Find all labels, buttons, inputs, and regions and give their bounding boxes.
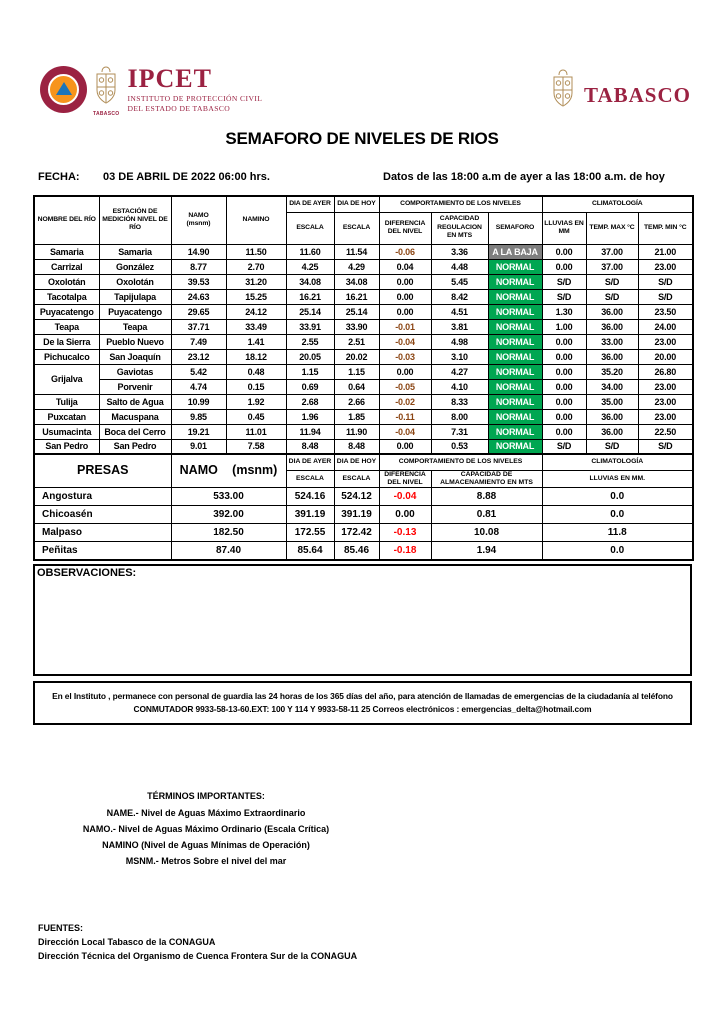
diferencia-cell: 0.00 (379, 274, 431, 289)
presas-col-header-dia-ayer: DIA DE AYER (286, 454, 334, 470)
river-name-cell: Samaria (34, 244, 99, 259)
temp-max-cell: 36.00 (586, 304, 638, 319)
terms-item-name: NAME.- Nivel de Aguas Máximo Extraordinario (106, 808, 306, 818)
lluvias-cell: 1.30 (542, 304, 586, 319)
capacidad-cell: 8.33 (431, 394, 488, 409)
temp-min-cell: 23.00 (638, 409, 693, 424)
semaforo-status-badge: NORMAL (488, 424, 542, 439)
river-name-cell: San Pedro (34, 439, 99, 454)
presa-escala-ayer-cell: 85.64 (286, 542, 334, 560)
presa-escala-hoy-cell: 172.42 (334, 524, 379, 542)
river-row (34, 364, 693, 379)
capacidad-cell: 3.81 (431, 319, 488, 334)
station-cell: Oxolotán (99, 274, 171, 289)
temp-min-cell: S/D (638, 289, 693, 304)
presa-escala-ayer-cell: 391.19 (286, 506, 334, 524)
station-cell: Puyacatengo (99, 304, 171, 319)
namino-cell: 15.25 (226, 289, 286, 304)
namo-cell: 19.21 (171, 424, 226, 439)
tabasco-crest-icon (550, 68, 576, 114)
presa-escala-hoy-cell: 391.19 (334, 506, 379, 524)
river-row (34, 274, 693, 289)
presa-namo-cell: 533.00 (171, 488, 286, 506)
temp-max-cell: 35.00 (586, 394, 638, 409)
escala-ayer-cell: 33.91 (286, 319, 334, 334)
semaforo-status-badge: NORMAL (488, 319, 542, 334)
escala-hoy-cell: 0.64 (334, 379, 379, 394)
presa-escala-ayer-cell: 524.16 (286, 488, 334, 506)
presa-escala-hoy-cell: 85.46 (334, 542, 379, 560)
station-cell: Pueblo Nuevo (99, 334, 171, 349)
escala-ayer-cell: 2.55 (286, 334, 334, 349)
presas-col-header-capacidad: CAPACIDAD DE ALMACENAMIENTO EN MTS (431, 470, 542, 488)
escala-hoy-cell: 25.14 (334, 304, 379, 319)
diferencia-cell: -0.05 (379, 379, 431, 394)
lluvias-cell: 0.00 (542, 349, 586, 364)
capacidad-cell: 3.36 (431, 244, 488, 259)
river-name-cell: Tulija (34, 394, 99, 409)
escala-hoy-cell: 4.29 (334, 259, 379, 274)
ipcet-crest-label: TABASCO (93, 111, 120, 117)
escala-hoy-cell: 2.66 (334, 394, 379, 409)
presas-col-header-escala-hoy: ESCALA (334, 470, 379, 488)
diferencia-cell: 0.00 (379, 304, 431, 319)
temp-max-cell: 36.00 (586, 424, 638, 439)
temp-max-cell: 36.00 (586, 319, 638, 334)
capacidad-cell: 4.98 (431, 334, 488, 349)
station-cell: Macuspana (99, 409, 171, 424)
station-cell: Samaria (99, 244, 171, 259)
capacidad-cell: 4.51 (431, 304, 488, 319)
escala-ayer-cell: 1.96 (286, 409, 334, 424)
diferencia-cell: -0.02 (379, 394, 431, 409)
col-header-escala-hoy: ESCALA (334, 212, 379, 244)
lluvias-cell: 0.00 (542, 394, 586, 409)
ipcet-crest (93, 66, 119, 117)
diferencia-cell: -0.11 (379, 409, 431, 424)
seal-inner-circle-icon (48, 74, 79, 105)
river-name-cell: Puxcatan (34, 409, 99, 424)
presas-col-header-climatologia: CLIMATOLOGÍA (542, 454, 693, 470)
diferencia-cell: 0.00 (379, 364, 431, 379)
namo-cell: 9.85 (171, 409, 226, 424)
river-row (34, 334, 693, 349)
river-name-cell: Carrizal (34, 259, 99, 274)
river-row (34, 409, 693, 424)
presa-name-cell: Chicoasén (34, 506, 171, 524)
station-cell: Teapa (99, 319, 171, 334)
col-header-capacidad: CAPACIDAD REGULACION EN MTS (431, 212, 488, 244)
header-left-logos (40, 66, 262, 117)
lluvias-cell: 0.00 (542, 259, 586, 274)
sources-label: FUENTES: (38, 923, 83, 933)
presas-col-header-diferencia: DIFERENCIA DEL NIVEL (379, 470, 431, 488)
escala-hoy-cell: 33.90 (334, 319, 379, 334)
river-row (34, 379, 693, 394)
temp-max-cell: 37.00 (586, 259, 638, 274)
river-row (34, 304, 693, 319)
col-header-nombre-rio: NOMBRE DEL RÍO (34, 196, 99, 244)
river-row (34, 259, 693, 274)
temp-min-cell: 23.50 (638, 304, 693, 319)
escala-hoy-cell: 11.54 (334, 244, 379, 259)
temp-min-cell: 24.00 (638, 319, 693, 334)
ipcet-subtitle-line1: INSTITUTO DE PROTECCIÓN CIVIL (127, 94, 263, 103)
semaforo-status-badge: NORMAL (488, 274, 542, 289)
semaforo-status-badge: NORMAL (488, 439, 542, 454)
namino-cell: 33.49 (226, 319, 286, 334)
semaforo-status-badge: NORMAL (488, 409, 542, 424)
lluvias-cell: S/D (542, 289, 586, 304)
presa-name-cell: Angostura (34, 488, 171, 506)
terms-title: TÉRMINOS IMPORTANTES: (147, 791, 265, 801)
namo-cell: 9.01 (171, 439, 226, 454)
temp-min-cell: 23.00 (638, 259, 693, 274)
river-name-cell: Usumacinta (34, 424, 99, 439)
presas-col-header-comportamiento: COMPORTAMIENTO DE LOS NIVELES (379, 454, 542, 470)
proteccion-civil-seal-icon (40, 66, 87, 113)
temp-min-cell: 22.50 (638, 424, 693, 439)
col-header-dia-hoy: DIA DE HOY (334, 196, 379, 212)
escala-ayer-cell: 34.08 (286, 274, 334, 289)
diferencia-cell: -0.01 (379, 319, 431, 334)
header-right-logo (550, 68, 691, 114)
presa-escala-ayer-cell: 172.55 (286, 524, 334, 542)
semaforo-status-badge: NORMAL (488, 259, 542, 274)
temp-max-cell: S/D (586, 274, 638, 289)
station-cell: Salto de Agua (99, 394, 171, 409)
presa-escala-hoy-cell: 524.12 (334, 488, 379, 506)
col-header-presas: PRESAS (34, 454, 171, 488)
col-header-escala-ayer: ESCALA (286, 212, 334, 244)
seal-triangle-icon (56, 82, 72, 95)
capacidad-cell: 7.31 (431, 424, 488, 439)
col-header-semaforo: SEMAFORO (488, 212, 542, 244)
semaforo-status-badge: NORMAL (488, 379, 542, 394)
namino-cell: 11.01 (226, 424, 286, 439)
namo-header-line2: (msnm) (186, 220, 211, 228)
lluvias-cell: 0.00 (542, 364, 586, 379)
escala-ayer-cell: 11.60 (286, 244, 334, 259)
col-header-comportamiento: COMPORTAMIENTO DE LOS NIVELES (379, 196, 542, 212)
namo-cell: 7.49 (171, 334, 226, 349)
temp-min-cell: 21.00 (638, 244, 693, 259)
col-header-temp-max: TEMP. MAX °C (586, 212, 638, 244)
temp-min-cell: 23.00 (638, 379, 693, 394)
temp-max-cell: 33.00 (586, 334, 638, 349)
presas-header-row-1 (34, 454, 693, 470)
temp-max-cell: 37.00 (586, 244, 638, 259)
namo-cell: 4.74 (171, 379, 226, 394)
temp-min-cell: 20.00 (638, 349, 693, 364)
river-row (34, 289, 693, 304)
lluvias-cell: S/D (542, 274, 586, 289)
presa-diferencia-cell: -0.18 (379, 542, 431, 560)
col-header-climatologia: CLIMATOLOGÍA (542, 196, 693, 212)
presa-diferencia-cell: -0.04 (379, 488, 431, 506)
semaforo-status-badge: A LA BAJA (488, 244, 542, 259)
ipcet-subtitle (127, 94, 262, 114)
presa-name-cell: Peñitas (34, 542, 171, 560)
capacidad-cell: 0.53 (431, 439, 488, 454)
escala-hoy-cell: 1.15 (334, 364, 379, 379)
presas-col-header-escala-ayer: ESCALA (286, 470, 334, 488)
capacidad-cell: 4.10 (431, 379, 488, 394)
lluvias-cell: 0.00 (542, 334, 586, 349)
escala-hoy-cell: 2.51 (334, 334, 379, 349)
lluvias-cell: 1.00 (542, 319, 586, 334)
escala-hoy-cell: 34.08 (334, 274, 379, 289)
sources-item-2: Dirección Técnica del Organismo de Cuenca Frontera Sur de la CONAGUA (38, 950, 358, 961)
terms-item-msnm: MSNM.- Metros Sobre el nivel del mar (125, 856, 287, 866)
temp-max-cell: 35.20 (586, 364, 638, 379)
river-row (34, 394, 693, 409)
station-cell: San Joaquín (99, 349, 171, 364)
station-cell: González (99, 259, 171, 274)
fecha-label: FECHA: (38, 171, 80, 183)
presa-capacidad-cell: 0.81 (431, 506, 542, 524)
namo-cell: 8.77 (171, 259, 226, 274)
presa-row (34, 488, 693, 506)
semaforo-status-badge: NORMAL (488, 394, 542, 409)
namino-cell: 0.15 (226, 379, 286, 394)
col-header-temp-min: TEMP. MIN °C (638, 212, 693, 244)
escala-hoy-cell: 11.90 (334, 424, 379, 439)
semaforo-status-badge: NORMAL (488, 334, 542, 349)
ipcet-subtitle-line2: DEL ESTADO DE TABASCO (127, 103, 231, 113)
presa-row (34, 506, 693, 524)
river-name-cell: Oxolotán (34, 274, 99, 289)
semaforo-status-badge: NORMAL (488, 289, 542, 304)
presas-namo-word: NAMO (179, 463, 218, 478)
page-title: SEMAFORO DE NIVELES DE RIOS (225, 129, 499, 148)
capacidad-cell: 4.27 (431, 364, 488, 379)
presas-msnm-word: (msnm) (232, 463, 278, 478)
presa-diferencia-cell: 0.00 (379, 506, 431, 524)
escala-hoy-cell: 16.21 (334, 289, 379, 304)
sources-item-1: Dirección Local Tabasco de la CONAGUA (38, 936, 216, 947)
terms-section (0, 791, 412, 872)
river-name-cell: Teapa (34, 319, 99, 334)
escala-ayer-cell: 20.05 (286, 349, 334, 364)
col-header-dia-ayer: DIA DE AYER (286, 196, 334, 212)
temp-min-cell: S/D (638, 439, 693, 454)
lluvias-cell: 0.00 (542, 409, 586, 424)
terms-item-namino: NAMINO (Nivel de Aguas Mínimas de Operación) (102, 840, 310, 850)
namino-cell: 18.12 (226, 349, 286, 364)
namino-cell: 11.50 (226, 244, 286, 259)
namo-cell: 23.12 (171, 349, 226, 364)
capacidad-cell: 4.48 (431, 259, 488, 274)
notice-line-1: En el Instituto , permanece con personal de guardia las 24 horas de los 365 días del año, para atención de llamadas de emergencias de la ciudadanía al teléfono (52, 690, 673, 701)
diferencia-cell: -0.06 (379, 244, 431, 259)
temp-max-cell: S/D (586, 439, 638, 454)
temp-min-cell: 23.00 (638, 334, 693, 349)
temp-max-cell: 36.00 (586, 349, 638, 364)
ipcet-crest-icon (93, 66, 119, 110)
observaciones-box (33, 564, 692, 676)
semaforo-status-badge: NORMAL (488, 349, 542, 364)
namo-cell: 37.71 (171, 319, 226, 334)
escala-ayer-cell: 8.48 (286, 439, 334, 454)
presa-capacidad-cell: 8.88 (431, 488, 542, 506)
temp-min-cell: S/D (638, 274, 693, 289)
presa-capacidad-cell: 10.08 (431, 524, 542, 542)
presa-lluvias-cell: 11.8 (542, 524, 693, 542)
namino-cell: 31.20 (226, 274, 286, 289)
namo-cell: 10.99 (171, 394, 226, 409)
river-name-cell: Grijalva (34, 364, 99, 394)
escala-ayer-cell: 0.69 (286, 379, 334, 394)
notice-box (33, 681, 692, 725)
escala-hoy-cell: 1.85 (334, 409, 379, 424)
observaciones-label: OBSERVACIONES: (37, 566, 137, 579)
river-name-cell: Pichucalco (34, 349, 99, 364)
namo-cell: 5.42 (171, 364, 226, 379)
diferencia-cell: -0.04 (379, 334, 431, 349)
namino-cell: 1.92 (226, 394, 286, 409)
capacidad-cell: 5.45 (431, 274, 488, 289)
namo-header-line1: NAMO (188, 211, 209, 219)
namo-cell: 39.53 (171, 274, 226, 289)
col-header-diferencia: DIFERENCIA DEL NIVEL (379, 212, 431, 244)
presa-namo-cell: 182.50 (171, 524, 286, 542)
terms-item-namo: NAMO.- Nivel de Aguas Máximo Ordinario (Escala Crítica) (82, 824, 330, 834)
escala-ayer-cell: 16.21 (286, 289, 334, 304)
escala-hoy-cell: 8.48 (334, 439, 379, 454)
lluvias-cell: 0.00 (542, 244, 586, 259)
river-row (34, 424, 693, 439)
lluvias-cell: 0.00 (542, 424, 586, 439)
river-name-cell: Tacotalpa (34, 289, 99, 304)
rivers-header-row-1 (34, 196, 693, 212)
presa-row (34, 524, 693, 542)
presa-capacidad-cell: 1.94 (431, 542, 542, 560)
namino-cell: 0.45 (226, 409, 286, 424)
escala-ayer-cell: 1.15 (286, 364, 334, 379)
presa-namo-cell: 392.00 (171, 506, 286, 524)
presas-col-header-lluvias: LLUVIAS EN MM. (542, 470, 693, 488)
station-cell: San Pedro (99, 439, 171, 454)
escala-ayer-cell: 2.68 (286, 394, 334, 409)
presas-col-header-dia-hoy: DIA DE HOY (334, 454, 379, 470)
diferencia-cell: 0.00 (379, 289, 431, 304)
presa-lluvias-cell: 0.0 (542, 488, 693, 506)
temp-min-cell: 23.00 (638, 394, 693, 409)
semaforo-status-badge: NORMAL (488, 364, 542, 379)
namino-cell: 1.41 (226, 334, 286, 349)
diferencia-cell: -0.03 (379, 349, 431, 364)
tables-section (33, 195, 694, 725)
presa-diferencia-cell: -0.13 (379, 524, 431, 542)
namo-cell: 24.63 (171, 289, 226, 304)
presa-row (34, 542, 693, 560)
ipcet-abbr: IPCET (127, 64, 212, 93)
escala-ayer-cell: 11.94 (286, 424, 334, 439)
station-cell: Gaviotas (99, 364, 171, 379)
fecha-value: 03 DE ABRIL DE 2022 06:00 hrs. (103, 171, 270, 183)
ipcet-wordmark (127, 66, 262, 114)
river-row (34, 349, 693, 364)
temp-min-cell: 26.80 (638, 364, 693, 379)
datos-range-text: Datos de las 18:00 a.m de ayer a las 18:00 a.m. de hoy (383, 171, 665, 183)
namino-cell: 2.70 (226, 259, 286, 274)
station-cell: Boca del Cerro (99, 424, 171, 439)
presa-namo-cell: 87.40 (171, 542, 286, 560)
diferencia-cell: -0.04 (379, 424, 431, 439)
river-row (34, 319, 693, 334)
diferencia-cell: 0.04 (379, 259, 431, 274)
col-header-namino: NAMINO (226, 196, 286, 244)
sources-section (38, 922, 357, 964)
col-header-presas-namo (171, 454, 286, 488)
escala-ayer-cell: 4.25 (286, 259, 334, 274)
river-row (34, 244, 693, 259)
presa-lluvias-cell: 0.0 (542, 542, 693, 560)
capacidad-cell: 8.42 (431, 289, 488, 304)
semaforo-status-badge: NORMAL (488, 304, 542, 319)
station-cell: Porvenir (99, 379, 171, 394)
river-name-cell: Puyacatengo (34, 304, 99, 319)
namino-cell: 0.48 (226, 364, 286, 379)
capacidad-cell: 8.00 (431, 409, 488, 424)
notice-line-2: CONMUTADOR 9933-58-13-60.EXT: 100 Y 114 Y 9933-58-11 25 Correos electrónicos : emergencias_delta@hotmail.com (133, 703, 592, 714)
col-header-lluvias: LLUVIAS EN MM (542, 212, 586, 244)
capacidad-cell: 3.10 (431, 349, 488, 364)
diferencia-cell: 0.00 (379, 439, 431, 454)
presa-name-cell: Malpaso (34, 524, 171, 542)
presas-table (33, 453, 694, 561)
presa-lluvias-cell: 0.0 (542, 506, 693, 524)
river-name-cell: De la Sierra (34, 334, 99, 349)
namo-cell: 29.65 (171, 304, 226, 319)
namino-cell: 24.12 (226, 304, 286, 319)
temp-max-cell: 36.00 (586, 409, 638, 424)
lluvias-cell: 0.00 (542, 379, 586, 394)
escala-hoy-cell: 20.02 (334, 349, 379, 364)
escala-ayer-cell: 25.14 (286, 304, 334, 319)
namino-cell: 7.58 (226, 439, 286, 454)
col-header-namo (171, 196, 226, 244)
lluvias-cell: S/D (542, 439, 586, 454)
temp-max-cell: S/D (586, 289, 638, 304)
river-row (34, 439, 693, 454)
temp-max-cell: 34.00 (586, 379, 638, 394)
rivers-table (33, 195, 694, 455)
col-header-estacion: ESTACIÓN DE MEDICIÓN NIVEL DE RÍO (99, 196, 171, 244)
namo-cell: 14.90 (171, 244, 226, 259)
station-cell: Tapijulapa (99, 289, 171, 304)
tabasco-wordmark: TABASCO (584, 82, 691, 107)
